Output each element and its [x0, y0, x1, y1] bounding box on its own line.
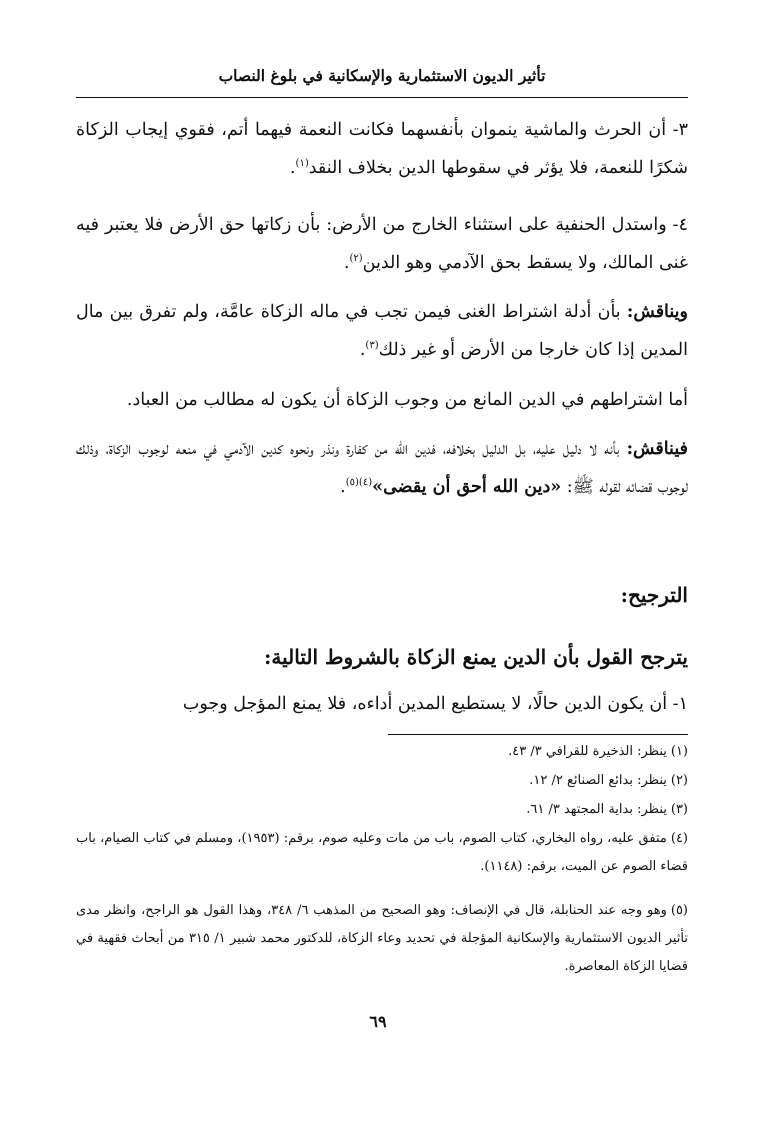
footnote-3: [76, 796, 688, 824]
footnote-number: (٣): [670, 802, 688, 817]
paragraph-3: [76, 111, 688, 187]
footnote-ref-1[interactable]: (١): [295, 158, 309, 169]
paragraph-5-lead: ويناقش:: [626, 302, 688, 322]
paragraph-4-end: .: [343, 253, 350, 273]
footnote-ref-4-5[interactable]: (٤)(٥): [345, 477, 373, 488]
footnote-text: ينظر: بدائع الصنائع ٢/ ١٢.: [529, 773, 667, 788]
paragraph-6: [76, 381, 688, 419]
footnote-5: [76, 897, 688, 981]
footnote-text: ينظر: بداية المجتهد ٣/ ٦١.: [526, 802, 667, 817]
footnote-ref-3[interactable]: (٣): [365, 340, 379, 351]
conditions-subheading: يترجح القول بأن الدين يمنع الزكاة بالشروط التالية:: [264, 645, 688, 669]
hadith-quote: «دين الله أحق أن يقضى»: [372, 477, 562, 497]
footnote-2: [76, 767, 688, 795]
header-divider: [76, 97, 688, 98]
running-header: تأثير الديون الاستثمارية والإسكانية في بلوغ النصاب: [218, 66, 546, 85]
paragraph-8: [76, 685, 688, 723]
footnote-number: (١): [670, 744, 688, 759]
tarjih-heading: الترجيح:: [620, 583, 688, 607]
footnote-1: [76, 738, 688, 766]
paragraph-8-text: ١- أن يكون الدين حالًا، لا يستطيع المدين أداءه، فلا يمنع المؤجل وجوب: [182, 694, 688, 714]
paragraph-4: [76, 206, 688, 282]
footnote-text: وهو وجه عند الحنابلة، قال في الإنصاف: وهو الصحيح من المذهب ٦/ ٣٤٨، وهذا القول هو الراجح، وانظر مدى تأثير الديون الاستثمارية والإسكانية المؤجلة في تحديد وعاء الزكاة، للدكتور محمد شبير ١/ ٣١٥ من أبحاث فقهية في قضايا الزكاة المعاصرة.: [76, 903, 688, 974]
footnote-4: [76, 825, 688, 881]
paragraph-7-end: .: [340, 477, 346, 497]
paragraph-7: [76, 430, 688, 506]
paragraph-7-lead: فيناقش:: [626, 439, 688, 459]
footnote-divider: [388, 734, 688, 735]
footnote-number: (٤): [670, 831, 688, 846]
paragraph-6-text: أما اشتراطهم في الدين المانع من وجوب الزكاة أن يكون له مطالب من العباد.: [126, 390, 688, 410]
footnote-number: (٢): [670, 773, 688, 788]
page-number: ٦٩: [369, 1012, 387, 1031]
paragraph-3-text: ٣- أن الحرث والماشية ينموان بأنفسهما فكانت النعمة فيهما أتم، فقوي إيجاب الزكاة شكرًا للنعمة، فلا يؤثر في سقوطها الدين بخلاف النقد: [76, 120, 688, 178]
footnote-ref-2[interactable]: (٢): [349, 253, 363, 264]
footnote-text: ينظر: الذخيرة للقرافي ٣/ ٤٣.: [508, 744, 667, 759]
paragraph-3-end: .: [289, 158, 296, 178]
paragraph-5-text: بأن أدلة اشتراط الغنى فيمن تجب في ماله الزكاة عامَّة، ولم تفرق بين مال المدين إذا كان خارجا من الأرض أو غير ذلك: [76, 302, 688, 360]
footnote-number: (٥): [670, 903, 688, 918]
footnote-text: متفق عليه، رواه البخاري، كتاب الصوم، باب من مات وعليه صوم، برقم: (١٩٥٣)، ومسلم في كتاب الصيام، باب قضاء الصوم عن الميت، برقم: (١١٤٨).: [76, 831, 688, 874]
paragraph-5: [76, 293, 688, 369]
paragraph-4-text: ٤- واستدل الحنفية على استثناء الخارج من الأرض: بأن زكاتها حق الأرض فلا يعتبر فيه غنى المالك، ولا يسقط بحق الآدمي وهو الدين: [76, 215, 688, 273]
paragraph-7-text: بأنه لا دليل عليه، بل الدليل بخلافه، فدين الله من كفارة ونذر ونحوه كدين الآدمي في منعه لوجوب الزكاة، وذلك لوجوب قضائه لقوله ﷺ:: [76, 439, 688, 497]
paragraph-5-end: .: [359, 340, 366, 360]
